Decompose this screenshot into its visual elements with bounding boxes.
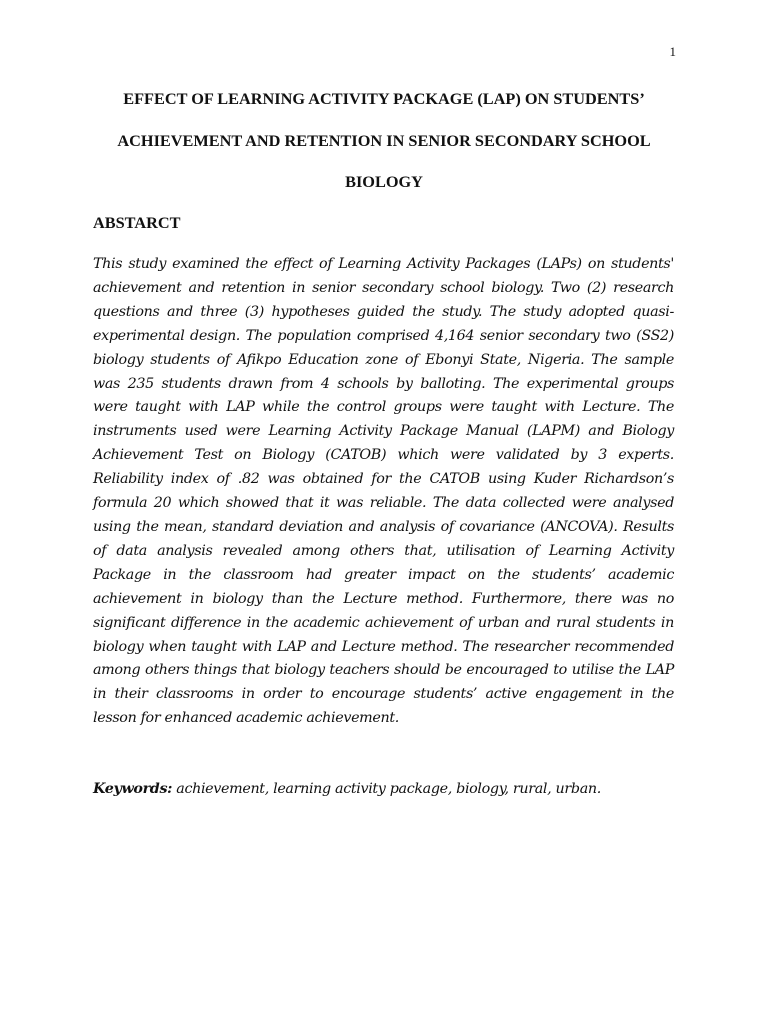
page-number: 1 <box>669 44 676 59</box>
title-line-2: ACHIEVEMENT AND RETENTION IN SENIOR SECONDARY SCHOOL <box>117 131 651 150</box>
keywords-label: Keywords: <box>93 781 173 797</box>
abstract-body: This study examined the effect of Learning Activity Packages (LAPs) on students' achievement and retention in senior secondary school biology. Two (2) research questions and three (3) hypotheses guided the study. The study adopted quasi-experimental design. The population comprised 4,164 senior secondary two (SS2) biology students of Afikpo Education zone of Ebonyi State, Nigeria. The sample was 235 students drawn from 4 schools by balloting. The experimental groups were taught with LAP while the control groups were taught with Lecture. The instruments used were Learning Activity Package Manual (LAPM) and Biology Achievement Test on Biology (CATOB) which were validated by 3 experts. Reliability index of .82 was obtained for the CATOB using Kuder Richardson’s formula 20 which showed that it was reliable. The data collected were analysed using the mean, standard deviation and analysis of covariance (ANCOVA). Results of data analysis revealed among others that, utilisation of Learning Activity Package in the classroom had greater impact on the students’ academic achievement in biology than the Lecture method. Furthermore, there was no significant difference in the academic achievement of urban and rural students in biology when taught with LAP and Lecture method. The researcher recommended among others things that biology teachers should be encouraged to utilise the LAP in their classrooms in order to encourage students’ active engagement in the lesson for enhanced academic achievement. <box>93 256 674 727</box>
title-line-3: BIOLOGY <box>345 172 423 191</box>
keywords-line <box>93 778 693 802</box>
keywords-text: achievement, learning activity package, biology, rural, urban. <box>172 781 601 797</box>
title-line-1: EFFECT OF LEARNING ACTIVITY PACKAGE (LAP) ON STUDENTS’ <box>123 89 645 108</box>
abstract-heading: ABSTARCT <box>93 213 181 232</box>
